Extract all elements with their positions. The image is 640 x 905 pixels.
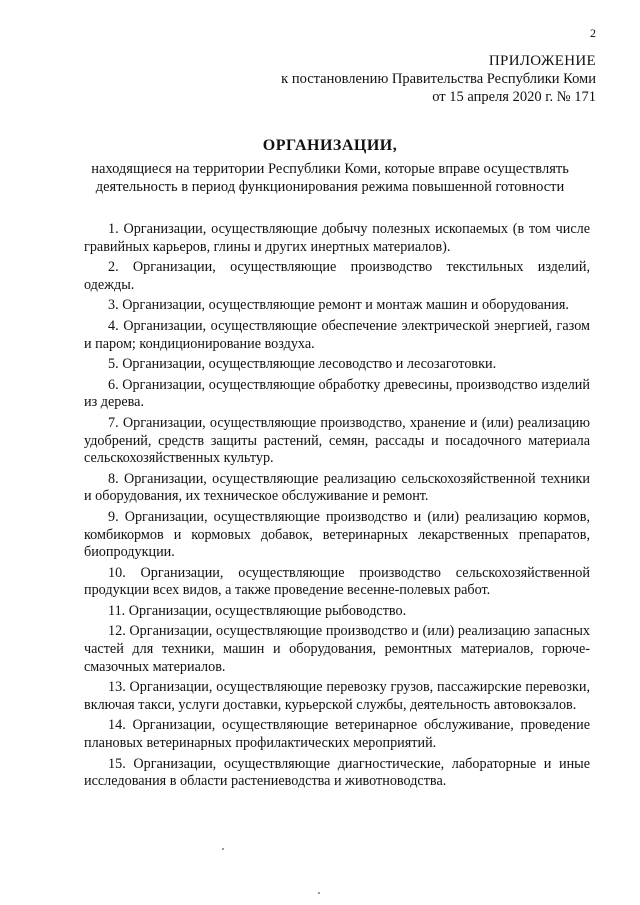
appendix-reference-line: к постановлению Правительства Республики Коми	[281, 71, 596, 87]
organizations-list	[84, 221, 590, 794]
list-item: 8. Организации, осуществляющие реализацию сельскохозяйственной техники и оборудования, их техническое обслуживание и ремонт.	[84, 470, 590, 505]
document-subtitle: находящиеся на территории Республики Коми, которые вправе осуществлять деятельность в период функционирования режима повышенной готовности	[91, 161, 569, 195]
appendix-heading: ПРИЛОЖЕНИЕ	[488, 53, 596, 69]
list-item: 10. Организации, осуществляющие производство сельскохозяйственной продукции всех видов, а также проведение весенне-полевых работ.	[84, 564, 590, 599]
list-item: 7. Организации, осуществляющие производство, хранение и (или) реализацию удобрений, средств защиты растений, семян, рассады и посадочного материала сельскохозяйственных культур.	[84, 414, 590, 467]
list-item: 5. Организации, осуществляющие лесоводство и лесозаготовки.	[108, 356, 497, 373]
list-item: 4. Организации, осуществляющие обеспечение электрической энергией, газом и паром; кондиционирование воздуха.	[84, 317, 590, 352]
appendix-header	[281, 52, 596, 106]
document-title-block	[60, 136, 600, 196]
list-item: 11. Организации, осуществляющие рыбоводство.	[108, 602, 407, 619]
scan-speck	[222, 848, 224, 850]
list-item: 15. Организации, осуществляющие диагностические, лабораторные и иные исследования в области растениеводства и животноводства.	[84, 755, 590, 790]
list-item: 14. Организации, осуществляющие ветеринарное обслуживание, проведение плановых ветеринарных профилактических мероприятий.	[84, 717, 590, 752]
document-title: ОРГАНИЗАЦИИ,	[262, 137, 398, 154]
list-item: 1. Организации, осуществляющие добычу полезных ископаемых (в том числе гравийных карьеров, глины и других инертных материалов).	[84, 221, 590, 255]
appendix-date-line: от 15 апреля 2020 г. № 171	[432, 89, 596, 105]
scan-speck	[318, 892, 320, 894]
list-item: 2. Организации, осуществляющие производство текстильных изделий, одежды.	[84, 259, 590, 293]
list-item: 13. Организации, осуществляющие перевозку грузов, пассажирские перевозки, включая такси, услуги доставки, курьерской службы, деятельность автовокзалов.	[84, 679, 590, 713]
list-item: 12. Организации, осуществляющие производство и (или) реализацию запасных частей для техники, машин и оборудования, ремонтных материалов, горюче-смазочных материалов.	[84, 623, 590, 675]
page-number: 2	[590, 26, 596, 40]
list-item: 9. Организации, осуществляющие производство и (или) реализацию кормов, комбикормов и кормовых добавок, ветеринарных лекарственных препаратов, биопродукции.	[84, 508, 590, 561]
list-item: 3. Организации, осуществляющие ремонт и монтаж машин и оборудования.	[108, 297, 569, 314]
list-item: 6. Организации, осуществляющие обработку древесины, производство изделий из дерева.	[84, 376, 590, 411]
